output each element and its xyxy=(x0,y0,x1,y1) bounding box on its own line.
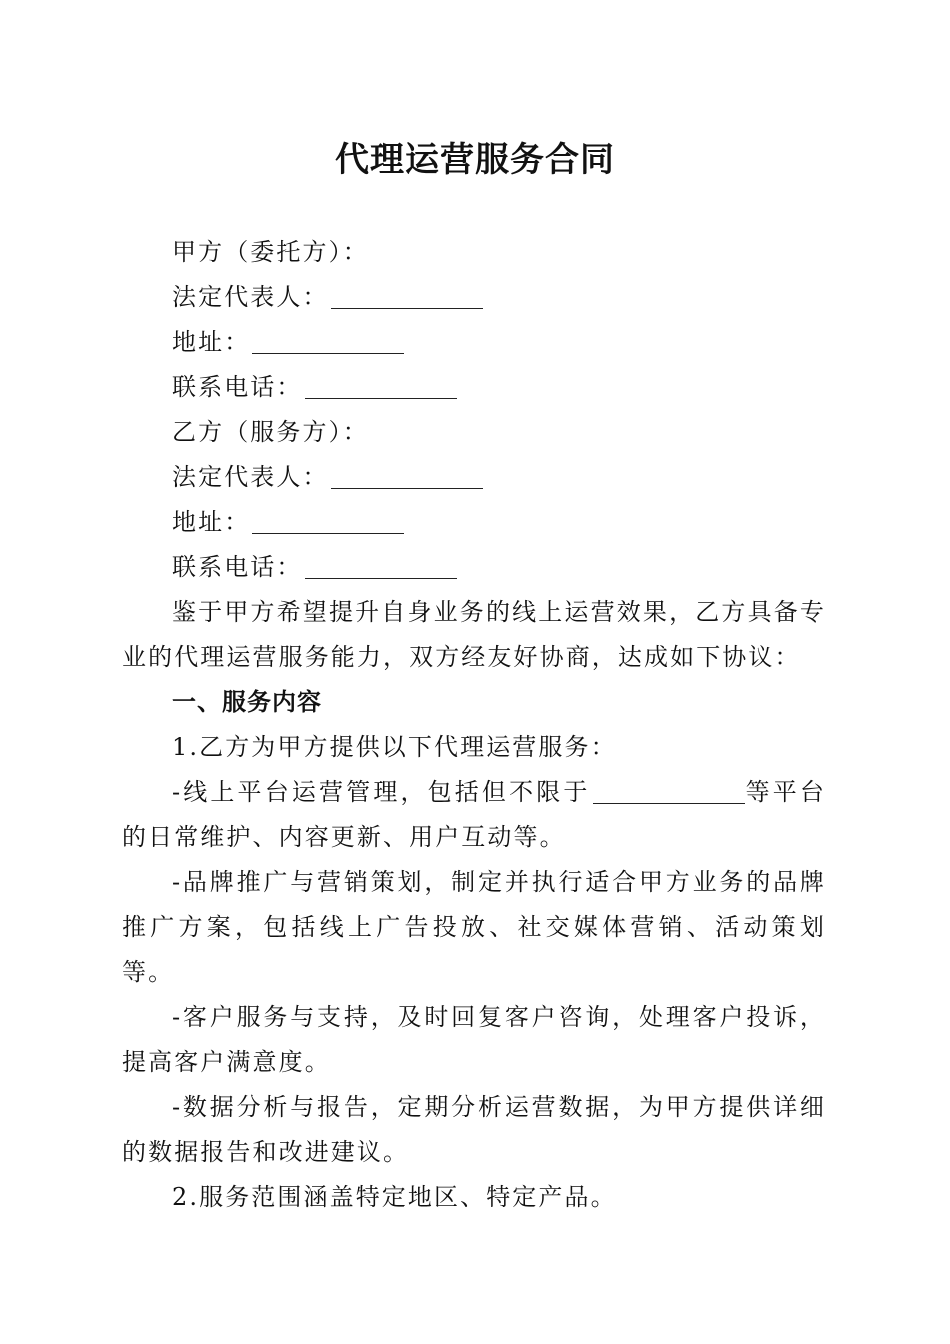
party-b-label: 乙方（服务方）： xyxy=(172,418,369,446)
party-b-phone-line xyxy=(122,545,826,590)
party-a-rep-blank xyxy=(331,284,483,309)
bullet-1-text-after: 等平台的日常维护、内容更新、用户互动等。 xyxy=(122,778,826,851)
preamble-paragraph: 鉴于甲方希望提升自身业务的线上运营效果，乙方具备专业的代理运营服务能力，双方经友好协商，达成如下协议： xyxy=(122,598,826,671)
section-1-bullet-4: -数据分析与报告，定期分析运营数据，为甲方提供详细的数据报告和改进建议。 xyxy=(122,1093,826,1166)
party-b-phone-blank xyxy=(305,554,457,579)
party-b-phone-label: 联系电话： xyxy=(172,553,303,581)
party-a-address-blank xyxy=(252,329,404,354)
party-a-address-line xyxy=(122,320,826,365)
party-b-rep-label: 法定代表人： xyxy=(172,463,329,491)
section-1-bullet-1 xyxy=(122,770,826,860)
party-b-rep-line xyxy=(122,455,826,500)
party-a-label: 甲方（委托方）： xyxy=(172,238,369,266)
party-b-address-line xyxy=(122,500,826,545)
section-1-heading: 一、服务内容 xyxy=(172,688,322,716)
document-body xyxy=(122,230,826,1220)
bullet-1-text-before: -线上平台运营管理，包括但不限于 xyxy=(172,778,591,806)
section-1-bullet-2: -品牌推广与营销策划，制定并执行适合甲方业务的品牌推广方案，包括线上广告投放、社交媒体营销、活动策划等。 xyxy=(122,868,826,986)
platform-blank xyxy=(593,779,745,804)
party-b-address-label: 地址： xyxy=(172,508,251,536)
section-1-bullet-3: -客户服务与支持，及时回复客户咨询，处理客户投诉，提高客户满意度。 xyxy=(122,1003,826,1076)
party-a-phone-label: 联系电话： xyxy=(172,373,303,401)
document-title: 代理运营服务合同 xyxy=(335,140,615,180)
party-a-address-label: 地址： xyxy=(172,328,251,356)
party-a-rep-line xyxy=(122,275,826,320)
section-1-item-2: 2.服务范围涵盖特定地区、特定产品。 xyxy=(172,1183,617,1211)
party-a-phone-line xyxy=(122,365,826,410)
party-a-phone-blank xyxy=(305,374,457,399)
party-b-address-blank xyxy=(252,509,404,534)
party-b-label-line xyxy=(122,410,826,455)
section-1-item-1: 1.乙方为甲方提供以下代理运营服务： xyxy=(172,733,617,761)
party-b-rep-blank xyxy=(331,464,483,489)
party-a-rep-label: 法定代表人： xyxy=(172,283,329,311)
party-a-label-line xyxy=(122,230,826,275)
